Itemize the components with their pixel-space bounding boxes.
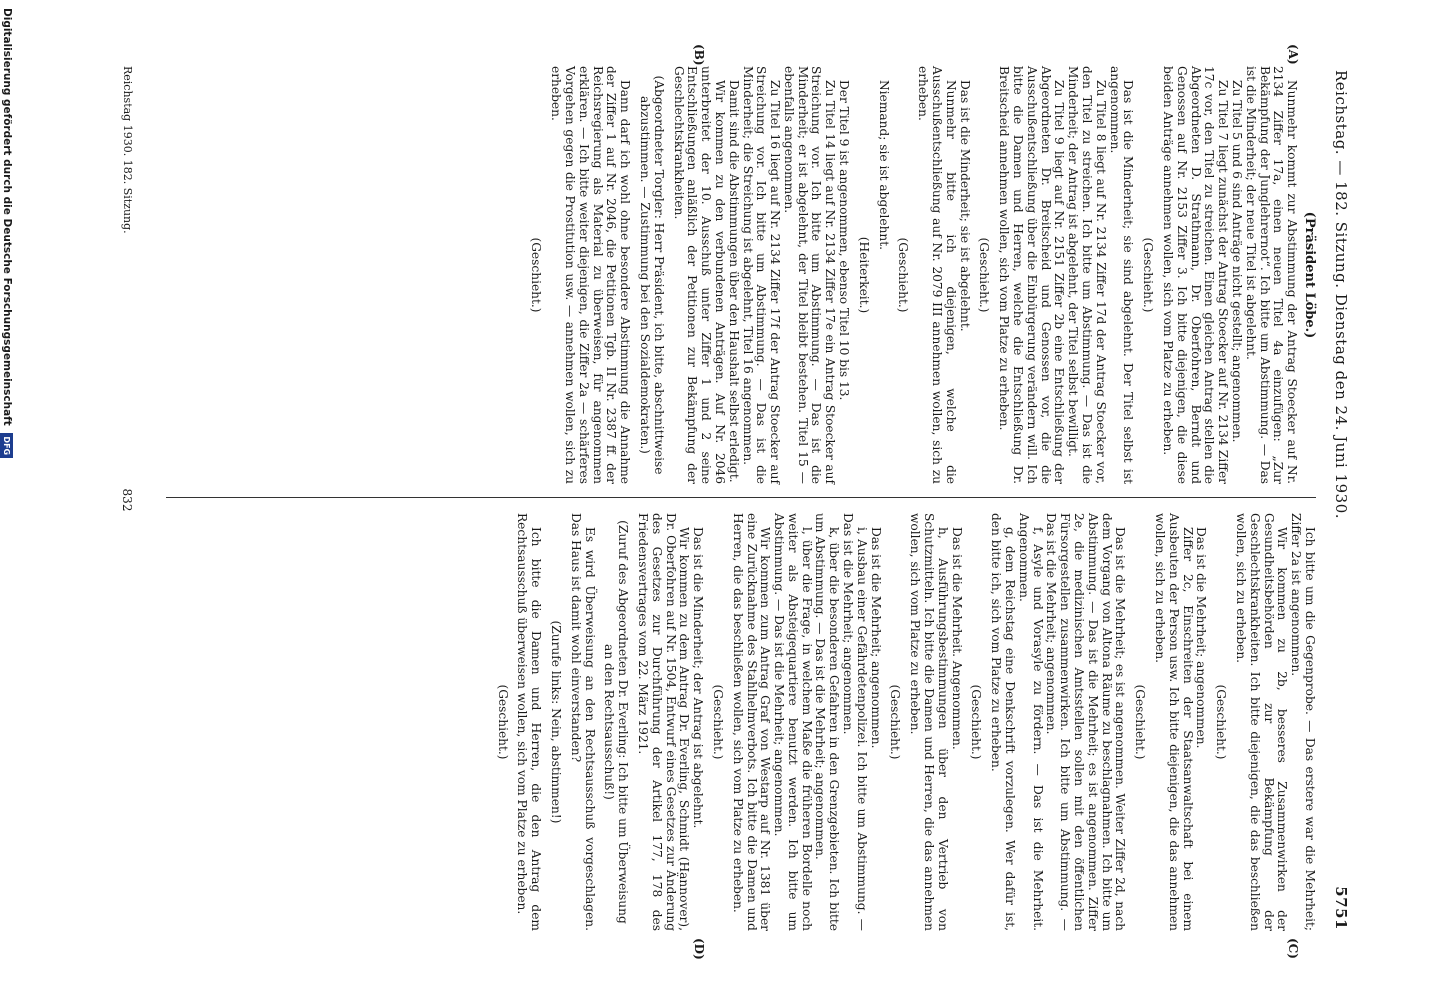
header-title: Reichstag. — 182. Sitzung. Dienstag den 24. Juni 1930.: [1332, 70, 1350, 520]
paragraph: Nunmehr bitte ich diejenigen, welche die Ausschußentschließung auf Nr. 2079 III annehmen wollen, sich zu erheben.: [916, 66, 958, 484]
stage-direction: (Geschieht.): [896, 237, 911, 313]
page-number: 5751: [1332, 886, 1350, 930]
paragraph: Wir kommen zu 2b, besseres Zusammenwirken der Gesundheitsbehörden zur Bekämpfung der Geschlechtskrankheiten. Ich bitte diejenigen, die das beschließen wollen, sich zu erheben.: [1234, 513, 1290, 931]
paragraph: Das ist die Mehrheit. Angenommen.: [949, 527, 964, 750]
stage-direction: (Geschieht.): [977, 237, 992, 313]
paragraph: Ziffer 2c, Einschreiten der Staatsanwaltschaft bei einem Ausbeuten der Person usw. Ich bitte diejenigen, die das annehmen wollen, sich zu erheben.: [1153, 513, 1195, 931]
margin-mark-c: (C): [1286, 938, 1300, 959]
paragraph: Zu Titel 8 liegt auf Nr. 2134 Ziffer 17d der Antrag Stoecker vor, den Titel zu streichen. Ich bitte um Abstimmung. — Das ist die Minderheit; der Antrag ist abgelehnt, der Titel selbst bewilligt.: [1066, 66, 1108, 484]
paragraph: Zu Titel 7 liegt zunächst der Antrag Stoecker auf Nr. 2134 Ziffer 17c vor, den Titel zu streichen. Einen gleichen Antrag stellen die Abgeordneten D. Strathmann, Dr. Oberfohren, Berndt und Genossen auf Nr. 2153 Ziffer 3. Ich bitte diejenigen, die diese beiden Anträge annehmen wollen, sich vom Platze zu erheben.: [1161, 66, 1231, 484]
paragraph: Zu Titel 9 liegt auf Nr. 2151 Ziffer 2b eine Entschließung der Abgeordneten Dr. Breitscheid und Genossen vor, die die Ausschußentschließung über die Einbürgerung verändern will. Ich bitte die Damen und Herren, welche die Entschließung Dr. Breitscheid annehmen wollen, sich vom Platze zu erheben.: [997, 66, 1067, 484]
stage-direction: (Geschieht.): [529, 237, 544, 313]
paragraph: Ich bitte um die Gegenprobe. — Das erstere war die Mehrheit; Ziffer 2a ist angenommen.: [1289, 513, 1317, 931]
stage-direction: (Geschieht.): [1214, 684, 1229, 760]
paragraph: h, Ausführungsbestimmungen über den Vertrieb von Schutzmitteln. Ich bitte die Damen und Herren, die das annehmen wollen, sich vom Platze zu erheben.: [908, 513, 950, 931]
footer-imprint: Reichstag 1930. 182. Sitzung.: [121, 66, 134, 234]
speaker-heading: (Präsident Löbe.): [1302, 211, 1317, 339]
paragraph: Niemand; sie ist abgelehnt.: [876, 80, 891, 251]
stage-direction: (Geschieht.): [888, 684, 903, 760]
paragraph: Es wird Überweisung an den Rechtsausschuß vorgeschlagen. Das Haus ist damit wohl einverstanden?: [568, 513, 597, 931]
dfg-logo-icon: DFG: [0, 433, 13, 458]
stage-direction: (Geschieht.): [969, 684, 984, 760]
interjection: (Abgeordneter Torgler: Herr Präsident, ich bitte, abschnittweise abzustimmen. — Zustimmung bei den Sozialdemokraten.): [637, 75, 666, 475]
paragraph: Damit sind die Abstimmungen über den Haushalt selbst erledigt.: [726, 80, 741, 483]
column-divider: [166, 497, 1316, 498]
banner-text: Digitalisierung gefördert durch die Deutsche Forschungsgemeinschaft: [1, 8, 13, 426]
right-column: [489, 513, 1316, 931]
paragraph: Ich bitte die Damen und Herren, die den Antrag dem Rechtsausschuß überweisen wollen, sich vom Platze zu erheben.: [515, 513, 544, 931]
left-column: [523, 66, 1316, 484]
interjection: (Zuruf des Abgeordneten Dr. Everling: Ich bitte um Überweisung an den Rechtsausschuß!): [602, 520, 631, 924]
stage-direction: (Geschieht.): [710, 684, 725, 760]
stage-direction: (Geschieht.): [1133, 684, 1148, 760]
paragraph: l, über die Frage, in welchem Maße die früheren Bordelle noch weiter als Absteigequartiere benutzt werden. Ich bitte um Abstimmung. — Das ist die Mehrheit; angenommen.: [772, 513, 814, 931]
footer-number: 832: [120, 488, 134, 512]
stage-direction: (Heiterkeit.): [856, 236, 871, 314]
paragraph: Zu Titel 16 liegt auf Nr. 2134 Ziffer 17f der Antrag Stoecker auf Streichung vor. Ich bitte um Abstimmung. — Das ist die Minderheit; die Streichung ist abgelehnt, Titel 16 angenommen.: [740, 66, 783, 484]
dfg-banner: [0, 0, 14, 1000]
paragraph: Der Titel 9 ist angenommen, ebenso Titel 10 bis 13.: [837, 80, 852, 401]
margin-mark-a: (A): [1286, 44, 1300, 65]
paragraph: f, Asyle und Vorasyle zu fördern. — Das ist die Mehrheit. Angenommen.: [1016, 513, 1045, 931]
margin-mark-d: (D): [692, 938, 706, 960]
paragraph: Dann darf ich wohl ohne besondere Abstimmung die Annahme der Ziffer 1 auf Nr. 2046, die Petitionen Tgb. II Nr. 2387 ff. der Reichsregierung als Material zu überweisen, für angenommen erklären. — Ich bitte weiter diejenigen, die Ziffer 2a — schärferes Vorgehen gegen die Prostitution usw. — annehmen wollen, sich zu erheben.: [549, 66, 633, 484]
paragraph: Das ist die Mehrheit; angenommen.: [1194, 527, 1209, 749]
paragraph: Das ist die Minderheit; sie ist abgelehnt.: [957, 80, 972, 332]
paragraph: Nunmehr kommt zur Abstimmung der Antrag Stoecker auf Nr. 2134 Ziffer 17a, einen neuen Titel 4a einzufügen: „Zur Bekämpfung der Junglehrernot“. Ich bitte um Abstimmung. — Das ist die Minderheit; der neue Titel ist abgelehnt.: [1243, 66, 1300, 484]
running-header: [1322, 70, 1350, 930]
paragraph: Zu Titel 14 liegt auf Nr. 2134 Ziffer 17e ein Antrag Stoecker auf Streichung vor. Ich bitte um Abstimmung. — Das ist die Minderheit; er ist abgelehnt, der Titel bleibt bestehen. Titel 15 — ebenfalls angenommen.: [781, 66, 838, 484]
paragraph: i, Ausbau einer Gefährdetenpolizei. Ich bitte um Abstimmung. — Das ist die Mehrheit; angenommen.: [841, 513, 869, 931]
paragraph: Wir kommen zu dem Antrag Dr. Everling, Schmidt (Hannover), Dr. Oberfohren auf Nr. 1504, Entwurf eines Gesetzes zur Änderung des Gesetzes zur Durchführung der Artikel 177, 178 des Friedensvertrages vom 22. März 1921.: [635, 513, 692, 931]
paragraph: Wir kommen zu den verbundenen Anträgen. Auf Nr. 2046 unterbreitet der 10. Ausschuß unter Ziffer 1 und 2 seine Entschließungen anläßlich der Petitionen zur Bekämpfung der Geschlechtskrankheiten.: [671, 66, 727, 484]
interjection: (Zurufe links: Nein, abstimmen!): [548, 620, 563, 824]
paragraph: Das ist die Minderheit; sie sind abgelehnt. Der Titel selbst ist angenommen.: [1107, 66, 1136, 484]
margin-mark-b: (B): [692, 44, 706, 66]
stage-direction: (Geschieht.): [1141, 237, 1156, 313]
paragraph: Das ist die Mehrheit; es ist angenommen. Weiter Ziffer 2d, nach dem Vorgang von Altona Räume zu beschlagnahmen. Ich bitte um Abstimmung. — Das ist die Mehrheit; es ist angenommen. Ziffer 2e, die medizinischen Amtsstellen sollen mit den öffentlichen Fürsorgestellen zusammenwirken. Ich bitte um Abstimmung. — Das ist die Mehrheit; angenommen.: [1044, 513, 1128, 931]
paragraph: Wir kommen zum Antrag Graf von Westarp auf Nr. 1381 über eine Zurücknahme des Stahlhelmverbots. Ich bitte die Damen und Herren, die das beschließen wollen, sich vom Platze zu erheben.: [730, 513, 773, 931]
paragraph: Das ist die Minderheit; der Antrag ist abgelehnt.: [691, 527, 706, 829]
paragraph: k, über die besonderen Gefahren in den Grenzgebieten. Ich bitte um Abstimmung. — Das ist die Mehrheit; angenommen.: [813, 513, 842, 931]
paragraph: Das ist die Mehrheit; angenommen.: [868, 527, 883, 749]
paragraph: Zu Titel 5 und 6 sind Anträge nicht gestellt; angenommen.: [1230, 80, 1245, 443]
stage-direction: (Geschieht.): [495, 684, 510, 760]
paragraph: g, dem Reichstag eine Denkschrift vorzulegen. Wer dafür ist, den bitte ich, sich vom Platze zu erheben.: [989, 513, 1018, 931]
